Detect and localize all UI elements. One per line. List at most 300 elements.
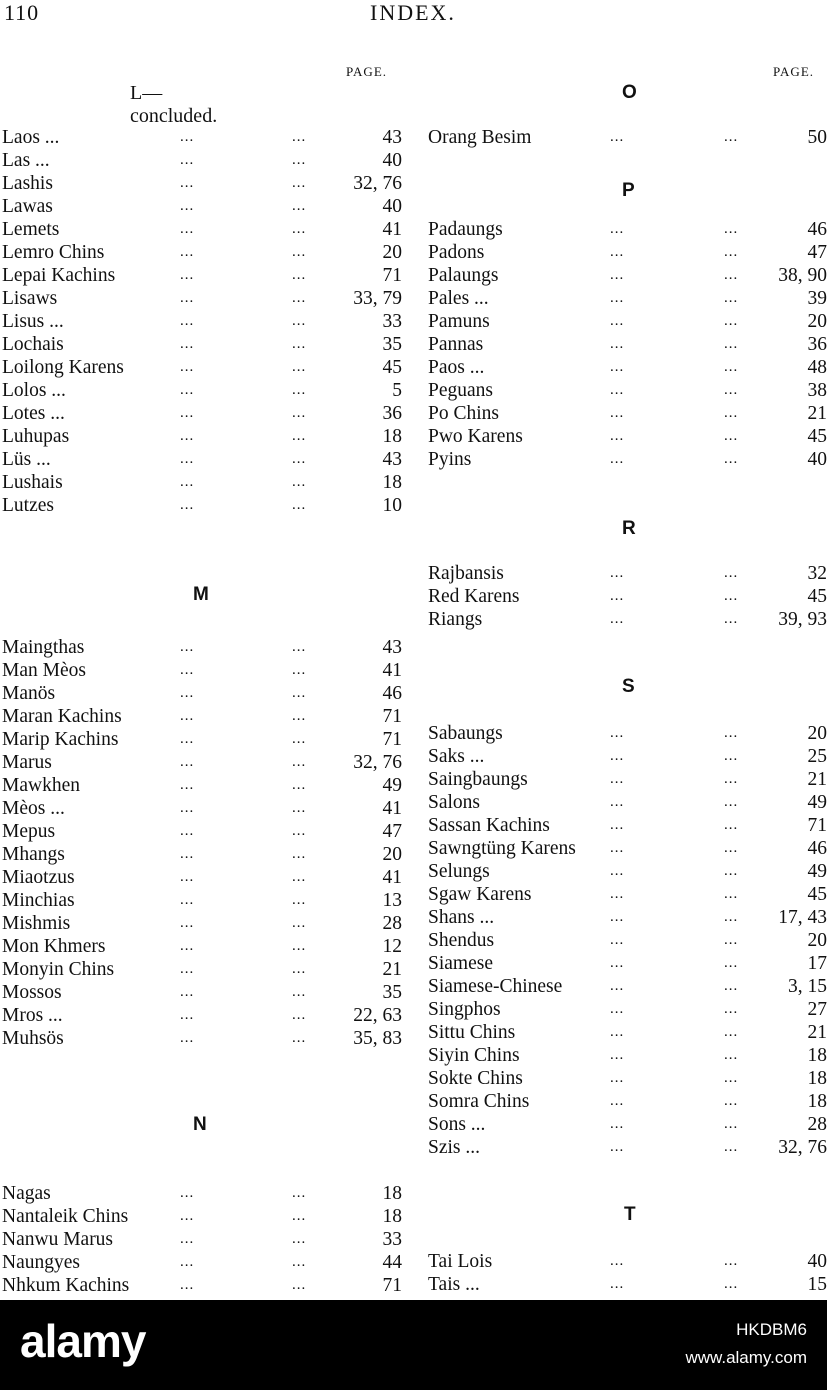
leader-dots: ... (180, 129, 195, 145)
entry-name: Lisaws (2, 288, 58, 309)
entry-name: Mawkhen (2, 775, 80, 796)
leader-dots: ... (292, 451, 307, 467)
leader-dots: ... (610, 1139, 625, 1155)
entry-name: Maingthas (2, 637, 85, 658)
index-entry (0, 975, 827, 998)
leader-dots: ... (610, 405, 625, 421)
leader-dots: ... (610, 1070, 625, 1086)
leader-dots: ... (610, 1024, 625, 1040)
index-entry (0, 814, 827, 837)
leader-dots: ... (610, 221, 625, 237)
entry-page-number: 32, 76 (778, 1137, 827, 1158)
entry-page-number: 46 (382, 683, 402, 704)
leader-dots: ... (292, 497, 307, 513)
entry-page-number: 13 (382, 890, 402, 911)
entry-page-number: 18 (807, 1091, 827, 1112)
leader-dots: ... (292, 869, 307, 885)
entry-name: Pales ... (428, 288, 489, 309)
index-entry (0, 1250, 827, 1273)
entry-page-number: 36 (807, 334, 827, 355)
entry-page-number: 35, 83 (353, 1028, 402, 1049)
entry-page-number: 41 (382, 867, 402, 888)
watermark-footer (0, 1300, 827, 1390)
entry-page-number: 20 (807, 723, 827, 744)
index-entry (0, 1273, 827, 1296)
leader-dots: ... (724, 336, 739, 352)
entry-page-number: 20 (382, 242, 402, 263)
leader-dots: ... (610, 588, 625, 604)
entry-page-number: 71 (382, 1275, 402, 1296)
entry-page-number: 35 (382, 334, 402, 355)
entry-name: Nhkum Kachins (2, 1275, 130, 1296)
site-url: www.alamy.com (685, 1348, 807, 1367)
leader-dots: ... (180, 1007, 195, 1023)
leader-dots: ... (292, 474, 307, 490)
leader-dots: ... (180, 685, 195, 701)
leader-dots: ... (292, 175, 307, 191)
leader-dots: ... (724, 955, 739, 971)
leader-dots: ... (610, 1276, 625, 1292)
entry-page-number: 10 (382, 495, 402, 516)
entry-name: Sons ... (428, 1114, 486, 1135)
index-entry (0, 952, 827, 975)
entry-page-number: 35 (382, 982, 402, 1003)
index-entry (0, 837, 827, 860)
entry-page-number: 40 (382, 150, 402, 171)
leader-dots: ... (610, 611, 625, 627)
entry-name: Szis ... (428, 1137, 481, 1158)
entry-name: Salons (428, 792, 481, 813)
entry-name: Monyin Chins (2, 959, 115, 980)
leader-dots: ... (610, 1001, 625, 1017)
entry-page-number: 32 (807, 563, 827, 584)
section-heading: O (622, 82, 637, 103)
leader-dots: ... (610, 794, 625, 810)
leader-dots: ... (724, 840, 739, 856)
entry-name: Pamuns (428, 311, 490, 332)
section-heading: T (624, 1204, 636, 1225)
index-entry (0, 379, 827, 402)
index-entry (0, 1228, 827, 1251)
leader-dots: ... (610, 359, 625, 375)
index-entry (0, 333, 827, 356)
index-entry (0, 1136, 827, 1159)
leader-dots: ... (292, 938, 307, 954)
index-entry (0, 448, 827, 471)
entry-name: Sittu Chins (428, 1022, 516, 1043)
entry-name: Siamese-Chinese (428, 976, 563, 997)
leader-dots: ... (180, 474, 195, 490)
index-entry (0, 860, 827, 883)
entry-page-number: 20 (382, 844, 402, 865)
entry-name: Sawngtüng Karens (428, 838, 576, 859)
entry-name: Man Mèos (2, 660, 86, 681)
leader-dots: ... (292, 961, 307, 977)
entry-page-number: 46 (807, 219, 827, 240)
entry-page-number: 18 (382, 1206, 402, 1227)
leader-dots: ... (610, 1253, 625, 1269)
brand-logo: alamy (20, 1315, 146, 1367)
entry-name: Padaungs (428, 219, 503, 240)
entry-name: Red Karens (428, 586, 520, 607)
leader-dots: ... (610, 1093, 625, 1109)
entry-name: Siyin Chins (428, 1045, 520, 1066)
leader-dots: ... (180, 869, 195, 885)
entry-page-number: 36 (382, 403, 402, 424)
leader-dots: ... (610, 244, 625, 260)
index-entry (0, 1090, 827, 1113)
leader-dots: ... (180, 1254, 195, 1270)
leader-dots: ... (180, 428, 195, 444)
leader-dots: ... (610, 313, 625, 329)
leader-dots: ... (610, 725, 625, 741)
leader-dots: ... (292, 336, 307, 352)
leader-dots: ... (724, 359, 739, 375)
entry-name: Mhangs (2, 844, 65, 865)
leader-dots: ... (724, 886, 739, 902)
index-entry (0, 585, 827, 608)
leader-dots: ... (292, 777, 307, 793)
entry-name: Sabaungs (428, 723, 503, 744)
entry-name: Marus (2, 752, 52, 773)
entry-name: Tai Lois (428, 1251, 493, 1272)
index-entry (0, 287, 827, 310)
leader-dots: ... (180, 708, 195, 724)
entry-page-number: 71 (807, 815, 827, 836)
leader-dots: ... (610, 267, 625, 283)
leader-dots: ... (180, 639, 195, 655)
entry-name: Shendus (428, 930, 495, 951)
entry-name: Lotes ... (2, 403, 65, 424)
leader-dots: ... (724, 771, 739, 787)
entry-name: Nagas (2, 1183, 51, 1204)
entry-page-number: 45 (807, 426, 827, 447)
entry-page-number: 21 (807, 403, 827, 424)
index-entry (0, 149, 827, 172)
leader-dots: ... (724, 405, 739, 421)
entry-name: Naungyes (2, 1252, 80, 1273)
entry-name: Laos ... (2, 127, 60, 148)
section-heading: R (622, 518, 636, 539)
entry-name: Luhupas (2, 426, 70, 447)
leader-dots: ... (180, 451, 195, 467)
leader-dots: ... (610, 817, 625, 833)
entry-page-number: 22, 63 (353, 1005, 402, 1026)
entry-page-number: 46 (807, 838, 827, 859)
entry-page-number: 40 (382, 196, 402, 217)
entry-page-number: 47 (382, 821, 402, 842)
entry-page-number: 39 (807, 288, 827, 309)
leader-dots: ... (292, 359, 307, 375)
leader-dots: ... (724, 290, 739, 306)
leader-dots: ... (180, 892, 195, 908)
leader-dots: ... (610, 290, 625, 306)
leader-dots: ... (610, 748, 625, 764)
leader-dots: ... (724, 1116, 739, 1132)
leader-dots: ... (180, 731, 195, 747)
leader-dots: ... (610, 886, 625, 902)
entry-name: Tais ... (428, 1274, 480, 1295)
entry-page-number: 18 (382, 472, 402, 493)
leader-dots: ... (180, 1208, 195, 1224)
entry-page-number: 40 (807, 449, 827, 470)
entry-name: Lutzes (2, 495, 54, 516)
entry-name: Saingbaungs (428, 769, 528, 790)
leader-dots: ... (610, 909, 625, 925)
leader-dots: ... (180, 938, 195, 954)
leader-dots: ... (610, 382, 625, 398)
entry-page-number: 38 (807, 380, 827, 401)
index-entry (0, 768, 827, 791)
entry-page-number: 50 (807, 127, 827, 148)
leader-dots: ... (724, 909, 739, 925)
entry-name: Mepus (2, 821, 56, 842)
leader-dots: ... (180, 754, 195, 770)
entry-page-number: 33 (382, 1229, 402, 1250)
leader-dots: ... (292, 313, 307, 329)
leader-dots: ... (610, 451, 625, 467)
leader-dots: ... (292, 754, 307, 770)
entry-page-number: 33, 79 (353, 288, 402, 309)
entry-name: Lisus ... (2, 311, 64, 332)
leader-dots: ... (292, 267, 307, 283)
leader-dots: ... (180, 846, 195, 862)
leader-dots: ... (610, 565, 625, 581)
leader-dots: ... (724, 978, 739, 994)
entry-page-number: 32, 76 (353, 752, 402, 773)
page-column-label-right: PAGE. (773, 64, 815, 79)
entry-name: Nantaleik Chins (2, 1206, 129, 1227)
entry-name: Lawas (2, 196, 53, 217)
section-heading: N (193, 1114, 207, 1135)
leader-dots: ... (292, 639, 307, 655)
entry-name: Mèos ... (2, 798, 65, 819)
leader-dots: ... (292, 382, 307, 398)
leader-dots: ... (724, 244, 739, 260)
entry-name: Pwo Karens (428, 426, 523, 447)
leader-dots: ... (724, 221, 739, 237)
entry-name: Palaungs (428, 265, 499, 286)
entry-name: Minchias (2, 890, 75, 911)
leader-dots: ... (610, 978, 625, 994)
leader-dots: ... (180, 1030, 195, 1046)
entry-page-number: 5 (392, 380, 402, 401)
index-entry (0, 494, 827, 517)
entry-page-number: 32, 76 (353, 173, 402, 194)
index-entry (0, 562, 827, 585)
entry-page-number: 28 (807, 1114, 827, 1135)
entry-name: Lemets (2, 219, 60, 240)
leader-dots: ... (292, 1030, 307, 1046)
leader-dots: ... (292, 846, 307, 862)
index-entry (0, 425, 827, 448)
entry-name: Muhsös (2, 1028, 64, 1049)
entry-name: Rajbansis (428, 563, 504, 584)
entry-name: Somra Chins (428, 1091, 530, 1112)
entry-name: Riangs (428, 609, 483, 630)
index-entry (0, 1205, 827, 1228)
leader-dots: ... (724, 794, 739, 810)
leader-dots: ... (610, 955, 625, 971)
entry-page-number: 27 (807, 999, 827, 1020)
entry-page-number: 49 (807, 792, 827, 813)
page-title: INDEX. (370, 0, 456, 25)
entry-name: Maran Kachins (2, 706, 122, 727)
leader-dots: ... (180, 1277, 195, 1293)
entry-name: Lepai Kachins (2, 265, 116, 286)
image-id: HKDBM6 (736, 1320, 807, 1339)
leader-dots: ... (292, 708, 307, 724)
index-entry (0, 218, 827, 241)
leader-dots: ... (724, 863, 739, 879)
leader-dots: ... (724, 1093, 739, 1109)
leader-dots: ... (180, 777, 195, 793)
index-entry (0, 126, 827, 149)
index-entry (0, 356, 827, 379)
entry-page-number: 3, 15 (788, 976, 827, 997)
leader-dots: ... (292, 244, 307, 260)
leader-dots: ... (724, 1253, 739, 1269)
index-entry (0, 1182, 827, 1205)
entry-name: Lashis (2, 173, 53, 194)
leader-dots: ... (180, 313, 195, 329)
leader-dots: ... (292, 892, 307, 908)
leader-dots: ... (724, 451, 739, 467)
leader-dots: ... (610, 840, 625, 856)
leader-dots: ... (724, 588, 739, 604)
leader-dots: ... (610, 771, 625, 787)
leader-dots: ... (292, 984, 307, 1000)
leader-dots: ... (180, 221, 195, 237)
leader-dots: ... (180, 336, 195, 352)
index-entry (0, 1067, 827, 1090)
leader-dots: ... (292, 1231, 307, 1247)
leader-dots: ... (180, 984, 195, 1000)
leader-dots: ... (180, 152, 195, 168)
index-entry (0, 1113, 827, 1136)
entry-page-number: 28 (382, 913, 402, 934)
entry-name: Sgaw Karens (428, 884, 532, 905)
entry-name: Peguans (428, 380, 493, 401)
index-entry (0, 636, 827, 659)
entry-name: Mros ... (2, 1005, 63, 1026)
leader-dots: ... (180, 198, 195, 214)
index-entry (0, 241, 827, 264)
leader-dots: ... (724, 932, 739, 948)
entry-page-number: 49 (382, 775, 402, 796)
index-entry (0, 883, 827, 906)
entry-name: Po Chins (428, 403, 499, 424)
leader-dots: ... (180, 1231, 195, 1247)
leader-dots: ... (180, 800, 195, 816)
leader-dots: ... (180, 405, 195, 421)
leader-dots: ... (724, 725, 739, 741)
index-entry (0, 1044, 827, 1067)
entry-page-number: 25 (807, 746, 827, 767)
leader-dots: ... (724, 428, 739, 444)
leader-dots: ... (180, 267, 195, 283)
entry-page-number: 21 (382, 959, 402, 980)
entry-page-number: 49 (807, 861, 827, 882)
leader-dots: ... (292, 1208, 307, 1224)
entry-page-number: 20 (807, 311, 827, 332)
leader-dots: ... (610, 1116, 625, 1132)
index-entry (0, 608, 827, 631)
leader-dots: ... (180, 497, 195, 513)
leader-dots: ... (292, 129, 307, 145)
entry-page-number: 71 (382, 706, 402, 727)
entry-name: Lemro Chins (2, 242, 105, 263)
entry-name: Padons (428, 242, 485, 263)
leader-dots: ... (610, 1047, 625, 1063)
leader-dots: ... (180, 662, 195, 678)
leader-dots: ... (724, 1070, 739, 1086)
index-entry (0, 791, 827, 814)
section-heading: S (622, 676, 635, 697)
leader-dots: ... (724, 1024, 739, 1040)
leader-dots: ... (292, 1185, 307, 1201)
entry-name: Nanwu Marus (2, 1229, 114, 1250)
entry-name: Lushais (2, 472, 63, 493)
entry-name: Marip Kachins (2, 729, 119, 750)
leader-dots: ... (610, 129, 625, 145)
index-entry (0, 998, 827, 1021)
index-entry (0, 195, 827, 218)
entry-page-number: 47 (807, 242, 827, 263)
leader-dots: ... (610, 336, 625, 352)
leader-dots: ... (724, 1001, 739, 1017)
entry-page-number: 48 (807, 357, 827, 378)
section-heading: M (193, 584, 209, 605)
entry-page-number: 17 (807, 953, 827, 974)
index-entry (0, 745, 827, 768)
leader-dots: ... (724, 313, 739, 329)
leader-dots: ... (292, 800, 307, 816)
entry-name: Saks ... (428, 746, 485, 767)
entry-name: Singphos (428, 999, 501, 1020)
entry-name: Las ... (2, 150, 50, 171)
entry-page-number: 41 (382, 798, 402, 819)
entry-page-number: 38, 90 (778, 265, 827, 286)
leader-dots: ... (292, 428, 307, 444)
index-entry (0, 264, 827, 287)
entry-page-number: 40 (807, 1251, 827, 1272)
leader-dots: ... (724, 129, 739, 145)
entry-page-number: 71 (382, 729, 402, 750)
leader-dots: ... (292, 662, 307, 678)
entry-name: Manös (2, 683, 56, 704)
entry-page-number: 33 (382, 311, 402, 332)
leader-dots: ... (724, 817, 739, 833)
page-number: 110 (4, 0, 40, 25)
leader-dots: ... (180, 290, 195, 306)
leader-dots: ... (292, 1277, 307, 1293)
leader-dots: ... (292, 731, 307, 747)
leader-dots: ... (724, 382, 739, 398)
entry-page-number: 17, 43 (778, 907, 827, 928)
entry-name: Siamese (428, 953, 493, 974)
entry-page-number: 43 (382, 127, 402, 148)
leader-dots: ... (610, 428, 625, 444)
section-heading: P (622, 180, 635, 201)
leader-dots: ... (180, 244, 195, 260)
page-column-label-left: PAGE. (346, 64, 388, 79)
leader-dots: ... (610, 863, 625, 879)
entry-page-number: 45 (807, 884, 827, 905)
entry-name: Shans ... (428, 907, 495, 928)
entry-name: Selungs (428, 861, 490, 882)
index-entry (0, 310, 827, 333)
